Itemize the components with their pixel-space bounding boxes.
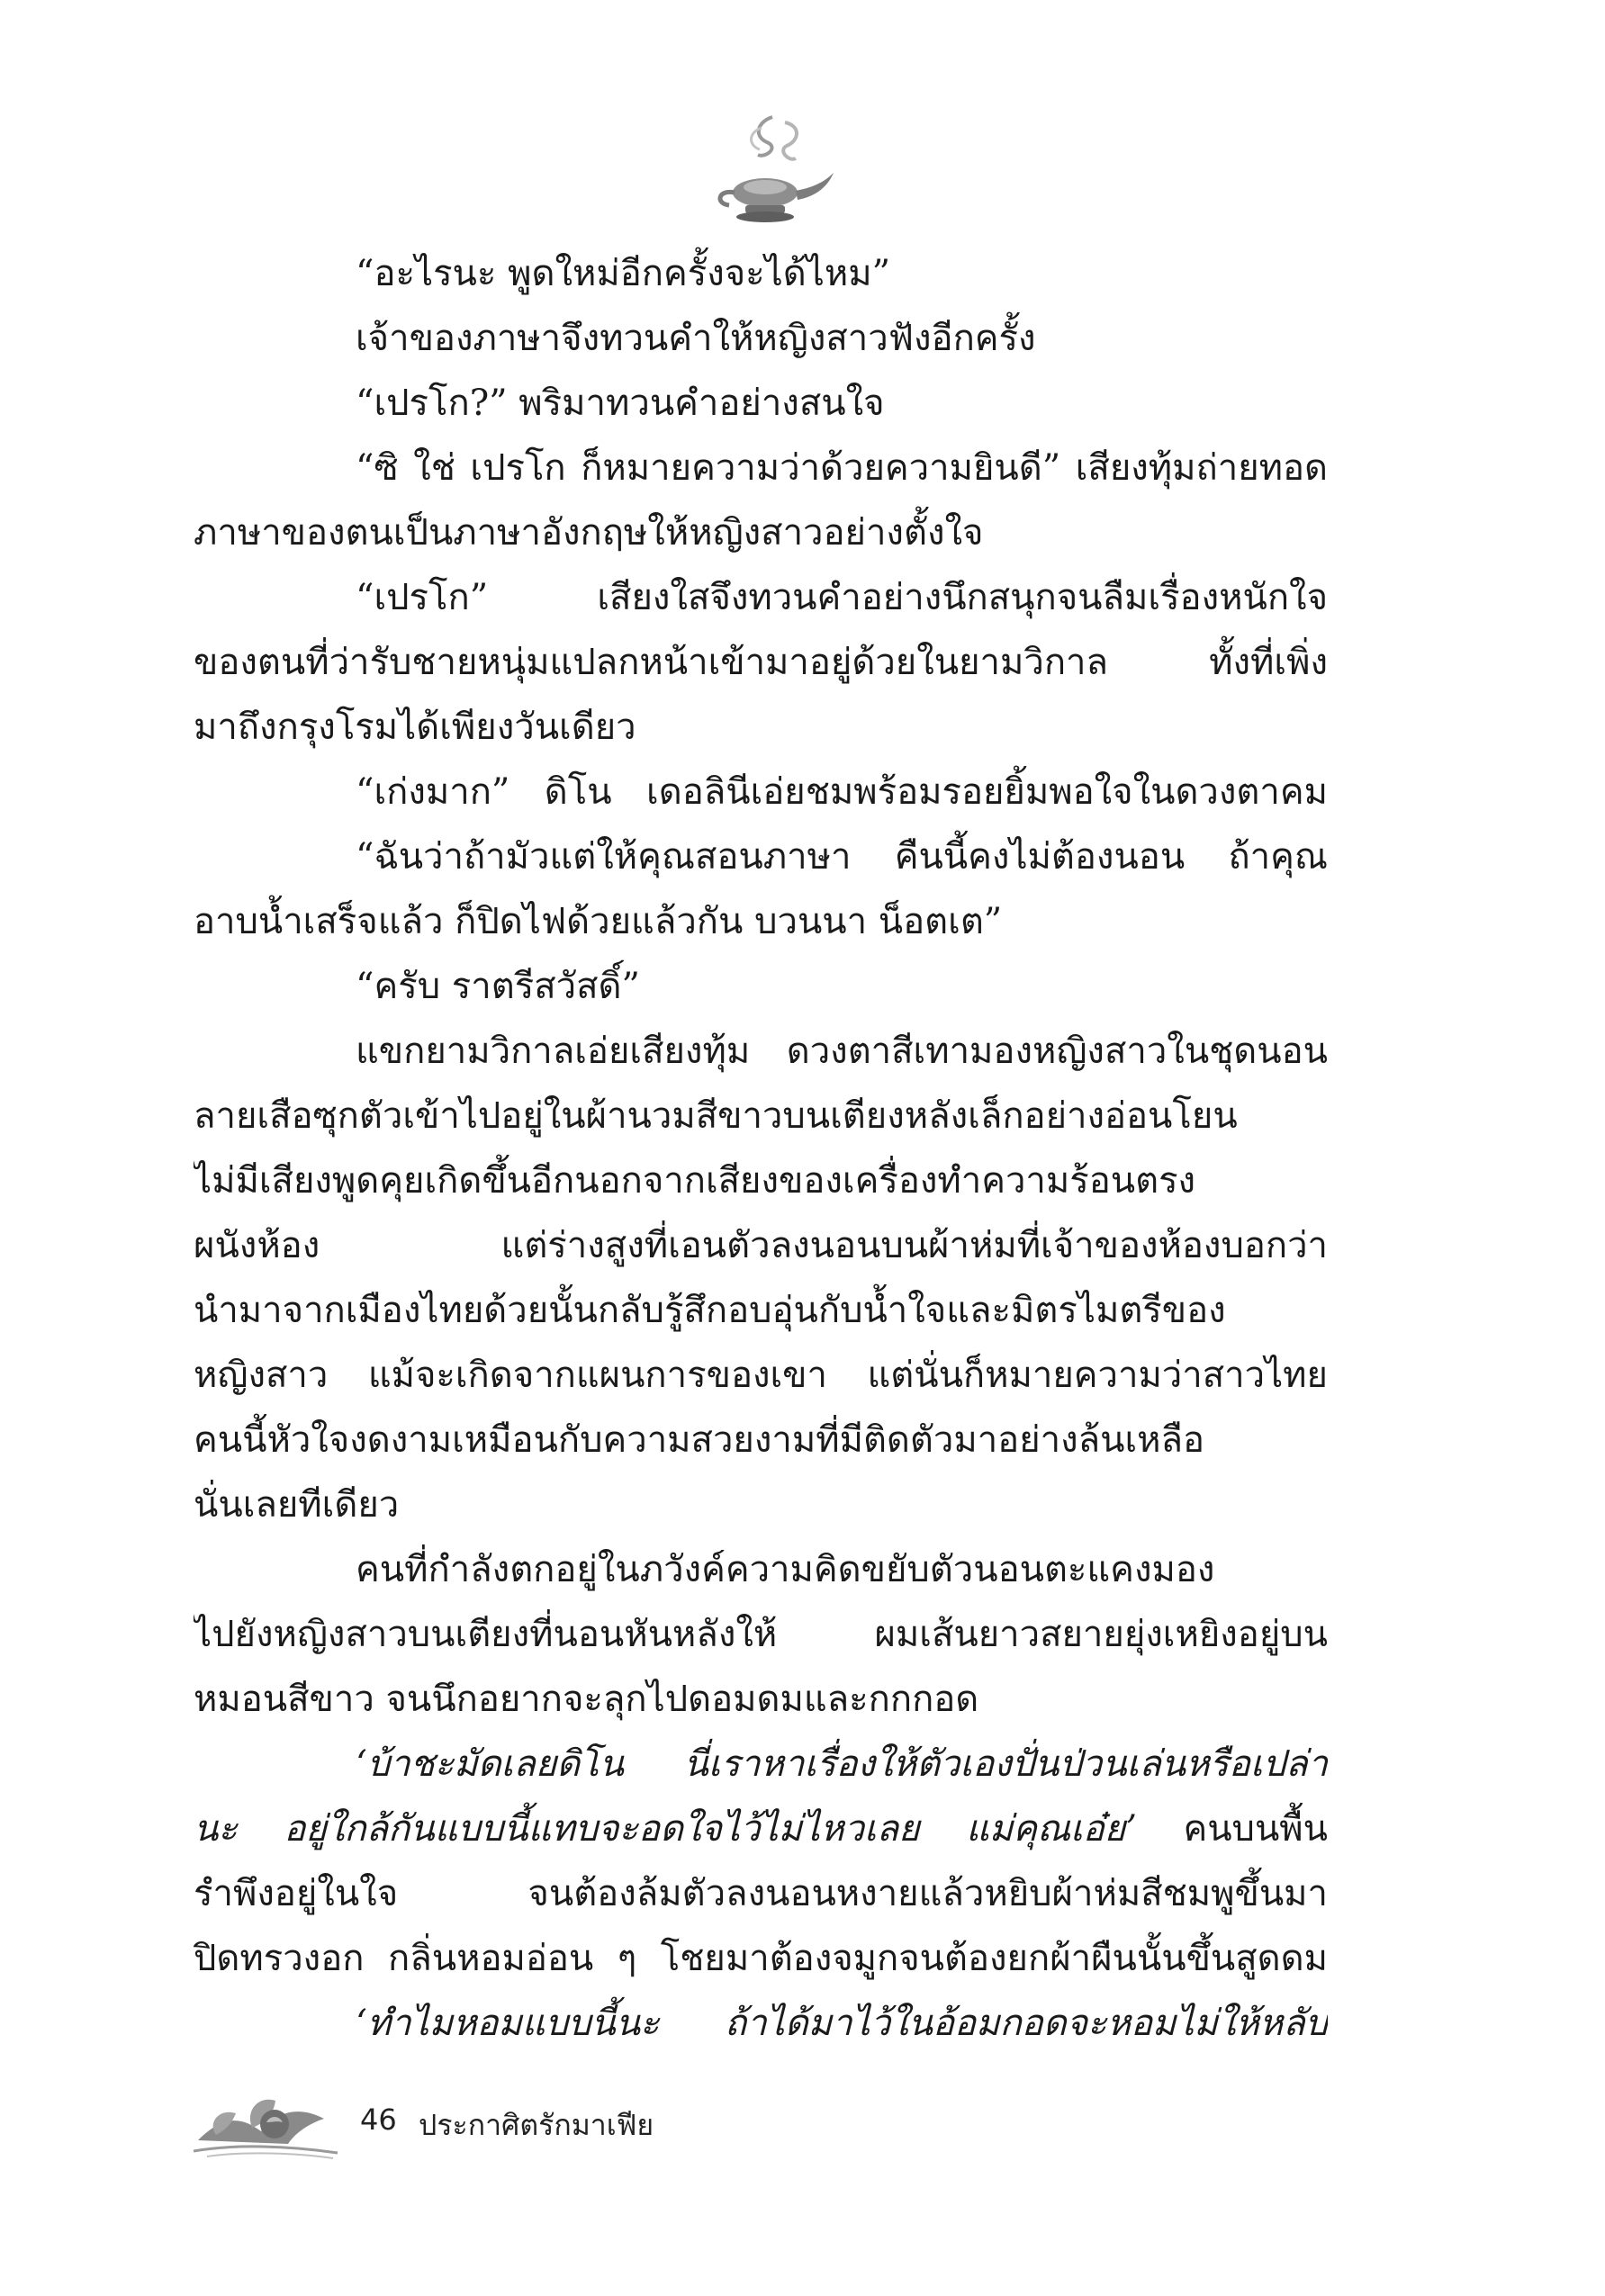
text-line: คนนี้หัวใจงดงามเหมือนกับความสวยงามที่มีติดตัวมาอย่างล้นเหลือ	[194, 1419, 1205, 1461]
text-line: ผนังห้อง แต่ร่างสูงที่เอนตัวลงนอนบนผ้าห่มที่เจ้าของห้องบอกว่า	[194, 1225, 1328, 1266]
text-line: ‘ทำไมหอมแบบนี้นะ ถ้าได้มาไว้ในอ้อมกอดจะหอมไม่ให้หลับ	[356, 2003, 1328, 2044]
text-line: “เปรโก” เสียงใสจึงทวนคำอย่างนึกสนุกจนลืมเรื่องหนักใจ	[356, 577, 1328, 618]
page-footer	[189, 2068, 909, 2167]
body-text	[194, 241, 1328, 2056]
text-line: หญิงสาว แม้จะเกิดจากแผนการของเขา แต่นั่นก็หมายความว่าสาวไทย	[194, 1355, 1328, 1396]
book-title: ประกาศิตรักมาเฟีย	[419, 2108, 654, 2142]
text-line: “อะไรนะ พูดใหม่อีกครั้งจะได้ไหม”	[356, 253, 891, 294]
text-line: อาบน้ำเสร็จแล้ว ก็ปิดไฟด้วยแล้วกัน บวนนา น็อตเต”	[194, 901, 1003, 942]
text-line: รำพึงอยู่ในใจ จนต้องล้มตัวลงนอนหงายแล้วหยิบผ้าห่มสีชมพูขึ้นมา	[194, 1873, 1328, 1914]
text-line: “ครับ ราตรีสวัสดิ์”	[356, 966, 640, 1007]
text-line: แขกยามวิกาลเอ่ยเสียงทุ้ม ดวงตาสีเทามองหญิงสาวในชุดนอน	[356, 1031, 1328, 1072]
text-line: ไม่มีเสียงพูดคุยเกิดขึ้นอีกนอกจากเสียงของเครื่องทำความร้อนตรง	[194, 1160, 1196, 1202]
page-number: 46	[360, 2102, 397, 2137]
text-line: ‘บ้าชะมัดเลยดิโน นี่เราหาเรื่องให้ตัวเองปั่นป่วนเล่นหรือเปล่า	[356, 1743, 1328, 1785]
text-line: “ซิ ใช่ เปรโก ก็หมายความว่าด้วยความยินดี” เสียงทุ้มถ่ายทอด	[356, 447, 1328, 489]
text-line: นำมาจากเมืองไทยด้วยนั้นกลับรู้สึกอบอุ่นกับน้ำใจและมิตรไมตรีของ	[194, 1290, 1226, 1331]
text-line: คนที่กำลังตกอยู่ในภวังค์ความคิดขยับตัวนอนตะแคงมอง	[356, 1549, 1215, 1590]
text-line: “ฉันว่าถ้ามัวแต่ให้คุณสอนภาษา คืนนี้คงไม่ต้องนอน ถ้าคุณ	[356, 836, 1328, 878]
text-line: นั่นเลยทีเดียว	[194, 1484, 400, 1526]
text-line: หมอนสีขาว จนนึกอยากจะลุกไปดอมดมและกกกอด	[194, 1679, 979, 1720]
text-line: ไปยังหญิงสาวบนเตียงที่นอนหันหลังให้ ผมเส้นยาวสยายยุ่งเหยิงอยู่บน	[194, 1614, 1328, 1655]
genie-lamp-ornament	[702, 110, 837, 236]
text-line: ของตนที่ว่ารับชายหนุ่มแปลกหน้าเข้ามาอยู่ด้วยในยามวิกาล ทั้งที่เพิ่ง	[194, 642, 1328, 683]
text-segment: คนบนพื้น	[1136, 1808, 1328, 1850]
text-line: ปิดทรวงอก กลิ่นหอมอ่อน ๆ โชยมาต้องจมูกจนต้องยกผ้าผืนนั้นขึ้นสูดดม	[194, 1938, 1328, 1979]
rose-ornament	[189, 2068, 342, 2167]
text-line: ภาษาของตนเป็นภาษาอังกฤษให้หญิงสาวอย่างตั้งใจ	[194, 512, 984, 554]
text-line: มาถึงกรุงโรมได้เพียงวันเดียว	[194, 707, 636, 748]
text-segment: นะ อยู่ใกล้กันแบบนี้แทบจะอดใจไว้ไม่ไหวเลย แม่คุณเอ๋ย’	[194, 1808, 1137, 1850]
text-line	[194, 1796, 1328, 1861]
text-line: “เปรโก?” พริมาทวนคำอย่างสนใจ	[356, 383, 885, 424]
text-line: เจ้าของภาษาจึงทวนคำให้หญิงสาวฟังอีกครั้ง	[356, 318, 1036, 359]
text-line: “เก่งมาก” ดิโน เดอลินีเอ่ยชมพร้อมรอยยิ้มพอใจในดวงตาคม	[356, 771, 1328, 813]
text-line: ลายเสือซุกตัวเข้าไปอยู่ในผ้านวมสีขาวบนเตียงหลังเล็กอย่างอ่อนโยน	[194, 1095, 1238, 1137]
